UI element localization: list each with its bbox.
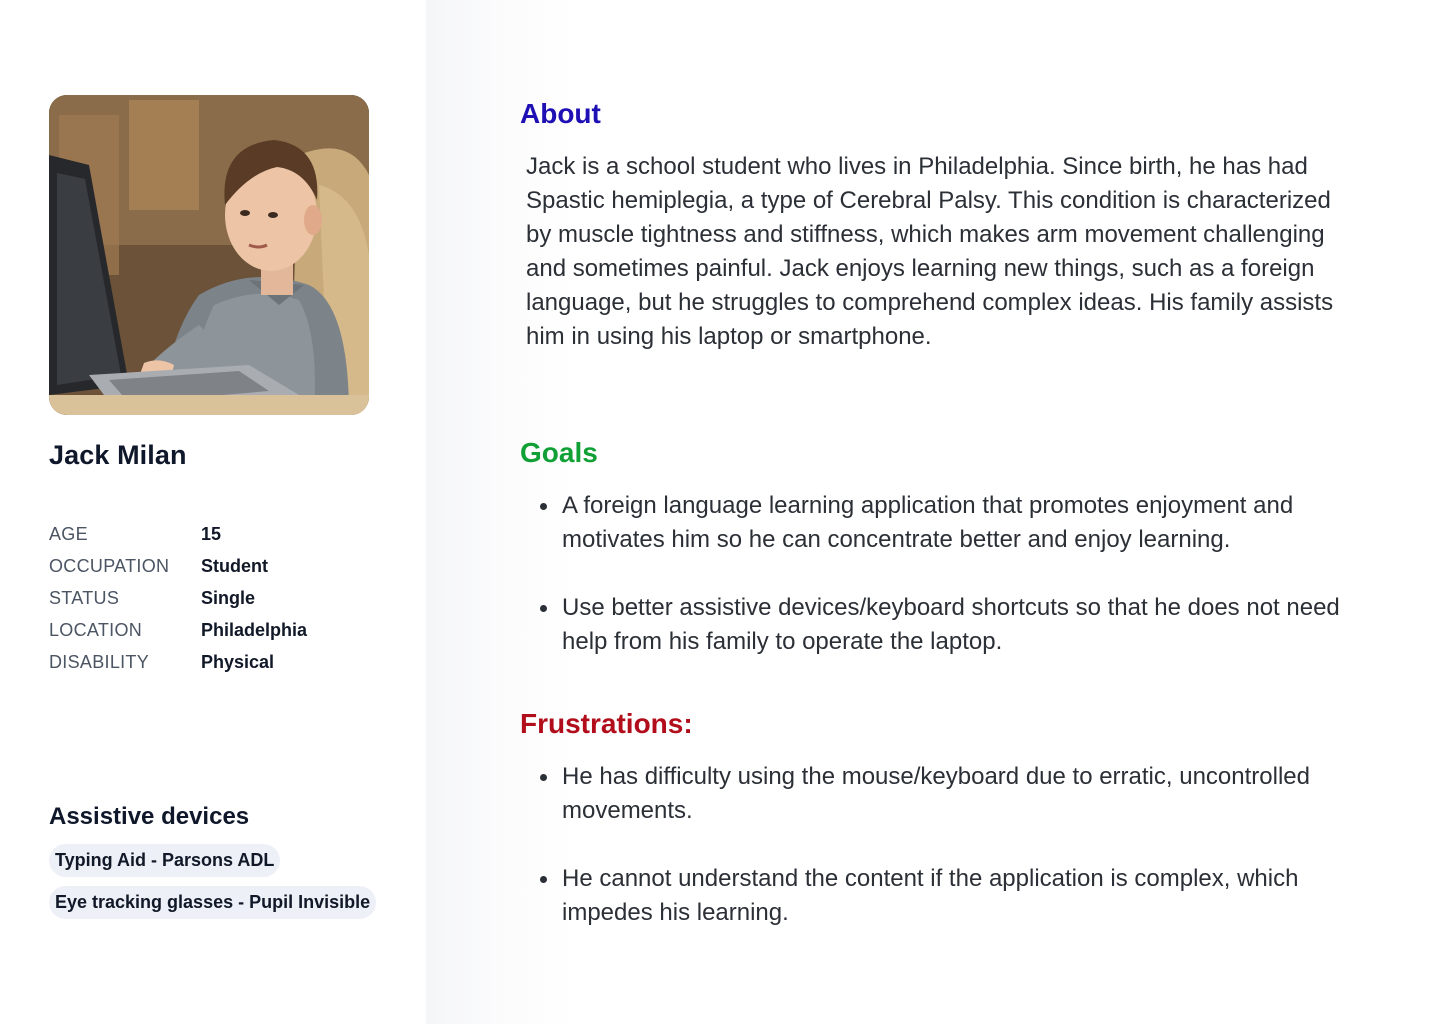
goals-list <box>536 489 1356 693</box>
bullet-icon <box>540 605 547 612</box>
detail-label: LOCATION <box>49 619 143 640</box>
goal-text: Use better assistive devices/keyboard shortcuts so that he does not need help from his family to operate the laptop. <box>562 594 1340 655</box>
persona-name: Jack Milan <box>49 440 187 470</box>
detail-value: 15 <box>201 523 222 544</box>
bullet-icon <box>540 876 547 883</box>
detail-value: Student <box>201 555 268 576</box>
detail-value: Philadelphia <box>201 619 308 640</box>
assistive-devices-title: Assistive devices <box>49 803 250 830</box>
bullet-icon <box>540 503 547 510</box>
frustration-text: He has difficulty using the mouse/keyboard due to erratic, uncontrolled movements. <box>562 763 1310 824</box>
frustrations-title: Frustrations: <box>520 708 693 739</box>
detail-row-status <box>49 582 379 614</box>
detail-row-disability <box>49 646 379 678</box>
detail-label: OCCUPATION <box>49 555 170 576</box>
detail-label: DISABILITY <box>49 651 150 672</box>
list-item <box>536 489 1356 557</box>
detail-label: AGE <box>49 523 88 544</box>
frustrations-list <box>536 760 1356 964</box>
device-chip: Eye tracking glasses - Pupil Invisible <box>49 886 376 919</box>
assistive-devices-list <box>49 844 376 928</box>
detail-value: Physical <box>201 651 275 672</box>
list-item <box>536 591 1356 659</box>
persona-details <box>49 518 379 678</box>
goals-title: Goals <box>520 437 598 468</box>
about-title: About <box>520 98 601 129</box>
detail-value: Single <box>201 587 256 608</box>
persona-photo <box>49 95 369 415</box>
detail-row-location <box>49 614 379 646</box>
list-item <box>536 862 1356 930</box>
frustration-text: He cannot understand the content if the application is complex, which impedes his learning. <box>562 865 1299 926</box>
device-chip: Typing Aid - Parsons ADL <box>49 844 280 877</box>
detail-row-occupation <box>49 550 379 582</box>
detail-label: STATUS <box>49 587 120 608</box>
list-item <box>536 760 1356 828</box>
goal-text: A foreign language learning application that promotes enjoyment and motivates him so he can concentrate better and enjoy learning. <box>562 492 1294 553</box>
profile-panel <box>0 0 426 1024</box>
detail-row-age <box>49 518 379 550</box>
bullet-icon <box>540 774 547 781</box>
about-text: Jack is a school student who lives in Philadelphia. Since birth, he has had Spastic hemiplegia, a type of Cerebral Palsy. This condition is characterized by muscle tightness and stiffness, which makes arm movement challenging and sometimes painful. Jack enjoys learning new things, such as a foreign language, but he struggles to comprehend complex ideas. His family assists him in using his laptop or smartphone. <box>526 153 1334 350</box>
